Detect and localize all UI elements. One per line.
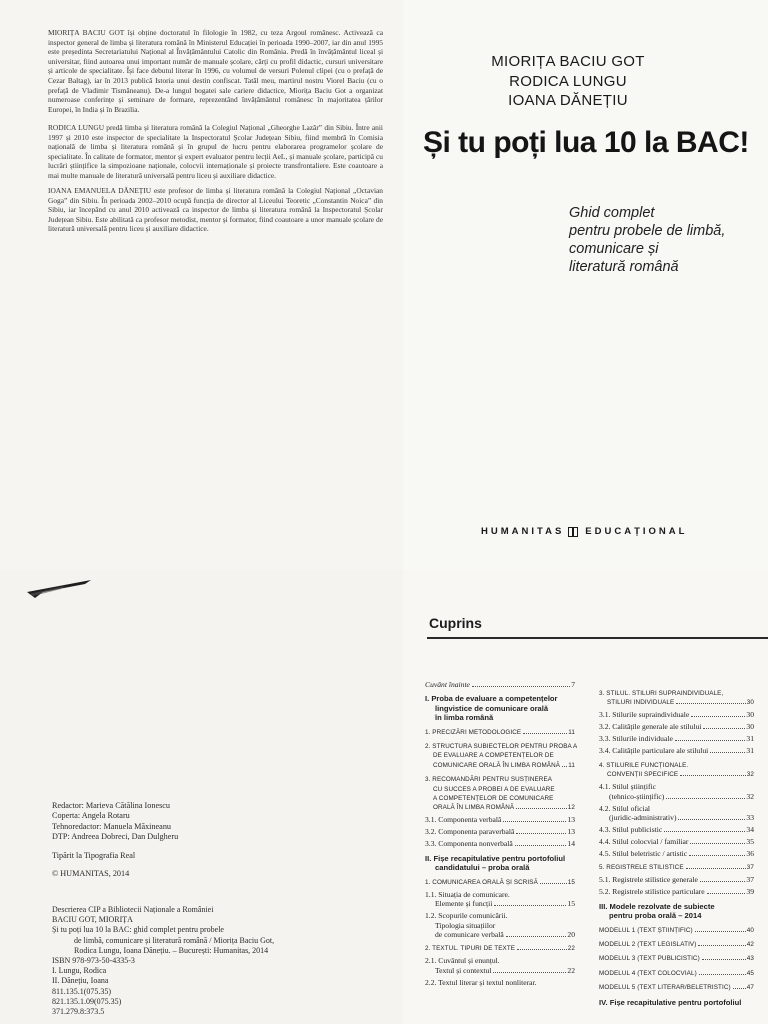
toc-entry-title: 4.2. Stilul oficial	[599, 803, 651, 813]
toc-entry-title: CU SUCCES A PROBEI A DE EVALUARE	[433, 785, 555, 793]
toc-entry-title: ORALĂ ÎN LIMBA ROMÂNĂ	[433, 804, 515, 812]
author-name: RODICA LUNGU	[509, 72, 627, 90]
toc-entry	[425, 728, 575, 737]
toc-entry	[425, 890, 575, 909]
title-page	[403, 0, 768, 570]
toc-entry-title: 3.1. Stilurile supraindividuale	[599, 710, 690, 720]
toc-entry-title: (juridic-administrativ)	[609, 813, 677, 823]
toc-entry-title: pentru proba orală – 2014	[609, 911, 702, 921]
toc-page-number: 13	[567, 827, 575, 837]
toc-entry-title: 1.2. Scopurile comunicării.	[425, 911, 508, 921]
toc-page-number: 39	[746, 887, 754, 897]
toc-page-number: 12	[567, 804, 575, 812]
leader-dots	[680, 775, 746, 776]
toc-entry	[425, 680, 575, 689]
toc-entry	[599, 969, 754, 978]
toc-entry-title: Cuvânt înainte	[425, 680, 470, 689]
leader-dots	[517, 949, 567, 950]
toc-entry-title: 5.1. Registrele stilistice generale	[599, 875, 698, 885]
leader-dots	[503, 821, 566, 822]
toc-entry-title: 4.4. Stilul colocvial / familiar	[599, 837, 689, 847]
toc-entry	[599, 837, 754, 846]
toc-page-number: 33	[746, 813, 754, 823]
toc-page-number: 15	[567, 899, 575, 909]
leader-dots	[675, 740, 746, 741]
leader-dots	[515, 845, 567, 846]
toc-entry-title: 1.1. Situația de comunicare.	[425, 889, 510, 899]
toc-page-number: 14	[567, 839, 575, 849]
toc-page-number: 22	[567, 945, 575, 953]
toc-page-number: 31	[746, 734, 754, 744]
leader-dots	[700, 881, 746, 882]
toc-entry-title: 5. REGISTRELE STILISTICE	[599, 864, 684, 872]
toc-entry-title: Tipologia situațiilor	[435, 920, 496, 930]
toc-entry	[425, 911, 575, 939]
toc-page-number: 13	[567, 815, 575, 825]
scan-smear-icon	[25, 578, 95, 602]
toc-entry-title: I. Proba de evaluare a competențelor	[425, 694, 558, 704]
toc-entry-title: lingvistice de comunicare orală	[435, 703, 549, 713]
toc-entry	[425, 944, 575, 953]
toc-entry-title: 3. RECOMANDĂRI PENTRU SUSȚINEREA	[425, 776, 553, 784]
toc-entry-title: 1. COMUNICAREA ORALĂ ȘI SCRISĂ	[425, 878, 538, 886]
toc-page-number: 30	[746, 722, 754, 732]
toc-entry	[425, 742, 578, 770]
book-subtitle: Ghid complet pentru probele de limbă, comunicare și literatură română	[569, 205, 726, 275]
cip-block: Descrierea CIP a Bibliotecii Naționale a României BACIU GOT, MIORIȚA Și tu poți lua 10 la BAC: ghid complet pentru probele de limbă, comunicare și literatură română / Miorița Baciu Got, Rodica Lungu, Ioana Dănețiu. – București: Humanitas, 2014 ISBN 978-973-50-4335-3 I. Lungu, Rodica II. Dănețiu, Ioana 811.135.1(075.35) 821.135.1.09(075.35) 371.279.8:373.5	[52, 905, 275, 1017]
toc-entry-title: Textul și contextul	[435, 965, 492, 975]
toc-entry-title: MODELUL 2 (TEXT LEGISLATIV)	[599, 941, 697, 949]
leader-dots	[689, 855, 745, 856]
toc-entry	[599, 902, 754, 921]
toc-entry	[599, 761, 754, 780]
toc-entry-title: MODELUL 1 (TEXT ȘTIINȚIFIC)	[599, 926, 693, 934]
toc-entry-title: Elemente și funcții	[435, 899, 493, 909]
leader-dots	[516, 833, 566, 834]
toc-page-number: 37	[746, 875, 754, 885]
toc-entry-title: 4.1. Stilul științific	[599, 782, 656, 792]
publisher-imprint	[481, 526, 687, 537]
leader-dots	[702, 959, 746, 960]
toc-entry-title: 2.2. Textul literar și textul nonliterar.	[425, 977, 537, 987]
toc-entry-title: 2. TEXTUL. TIPURI DE TEXTE	[425, 945, 516, 953]
toc-page-number: 36	[746, 849, 754, 859]
toc-entry	[599, 746, 754, 755]
toc-page-number: 11	[568, 761, 575, 769]
leader-dots	[493, 972, 566, 973]
publisher-series: EDUCAȚIONAL	[585, 526, 688, 537]
toc-entry-title: 3.2. Calitățile generale ale stilului	[599, 722, 702, 732]
contents-column-left	[425, 680, 578, 990]
leader-dots	[523, 733, 567, 734]
toc-entry	[599, 804, 754, 823]
leader-dots	[540, 883, 567, 884]
author-name: IOANA DĂNEȚIU	[508, 92, 628, 109]
toc-page-number: 45	[746, 969, 754, 977]
leader-dots	[695, 931, 746, 932]
toc-entry-title: candidatului – proba orală	[435, 863, 530, 873]
toc-entry	[425, 956, 575, 975]
toc-entry-title: 4. STILURILE FUNCȚIONALE.	[599, 761, 689, 769]
toc-entry	[599, 887, 754, 896]
book-title: Și tu poți lua 10 la BAC!	[423, 126, 749, 159]
toc-entry	[425, 815, 575, 824]
toc-page-number: 20	[567, 929, 575, 939]
leader-dots	[698, 945, 745, 946]
leader-dots	[699, 974, 746, 975]
toc-entry-title: de comunicare verbală	[435, 929, 504, 939]
leader-dots	[678, 819, 745, 820]
toc-entry	[599, 863, 754, 872]
toc-entry	[599, 689, 754, 708]
toc-entry-title: COMUNICARE ORALĂ ÎN LIMBA ROMÂNĂ	[433, 761, 561, 769]
toc-page-number: 11	[568, 728, 575, 736]
toc-entry-title: 4.5. Stilul beletristic / artistic	[599, 849, 688, 859]
toc-entry-title: 5.2. Registrele stilistice particulare	[599, 887, 705, 897]
toc-entry	[425, 775, 575, 813]
toc-entry	[599, 782, 754, 801]
toc-entry-title: A COMPETENȚELOR DE COMUNICARE	[433, 795, 554, 803]
toc-page-number: 7	[571, 680, 575, 689]
toc-page-number: 15	[567, 878, 575, 886]
bio-lungu: RODICA LUNGU predă limba și literatura română la Colegiul Național „Gheorghe Lazăr” din Sibiu. Între anii 1997 și 2010 este inspector de specialitate la Inspectoratul Școlar Județean Sibiu, fiind membră în Comisia națională de limba și literatura română și în grupul de lucru pentru elaborarea programelor școlare de specialitate. În calitate de formator, mentor și expert evaluator pentru lecții AeL, și manuale școlare, participă cu lucrări științifice la simpozioane naționale, colocvii internaționale și proiecte transfrontaliere. Este coautoare a mai multe manuale de literatură universală pentru liceu și auxiliare didactice.	[48, 123, 383, 180]
toc-page-number: 22	[567, 965, 575, 975]
toc-page-number: 31	[746, 746, 754, 756]
toc-page-number: 30	[746, 699, 754, 707]
toc-entry-title: 3.4. Calitățile particulare ale stilului	[599, 746, 709, 756]
leader-dots	[707, 893, 746, 894]
toc-entry-title: 3.1. Componenta verbală	[425, 815, 502, 825]
toc-entry-title: 4.3. Stilul publicistic	[599, 825, 663, 835]
toc-entry	[599, 954, 754, 963]
toc-entry-title: în limba română	[435, 713, 494, 723]
imprint-page	[0, 570, 403, 1024]
toc-entry-title: III. Modele rezolvate de subiecte	[599, 901, 715, 911]
toc-page-number: 34	[746, 825, 754, 835]
toc-entry-title: 3.2. Componenta paraverbală	[425, 827, 515, 837]
toc-entry-title: II. Fișe recapitulative pentru portofoliul	[425, 853, 566, 863]
contents-heading: Cuprins	[429, 615, 482, 631]
toc-entry	[599, 722, 754, 731]
toc-entry	[425, 694, 575, 722]
toc-entry-title: 3.3. Componenta nonverbală	[425, 839, 513, 849]
toc-page-number: 35	[746, 837, 754, 847]
toc-entry-title: DE EVALUARE A COMPETENȚELOR DE	[433, 752, 554, 760]
toc-entry-title: 2.1. Cuvântul și enunțul.	[425, 956, 500, 966]
publisher-logo-icon	[568, 527, 578, 537]
toc-entry	[425, 839, 575, 848]
leader-dots	[676, 703, 745, 704]
author-list	[453, 52, 683, 111]
leader-dots	[690, 843, 745, 844]
toc-entry-title: IV. Fișe recapitulative pentru portofoliul	[599, 997, 742, 1007]
toc-entry	[425, 978, 575, 987]
publisher-name: HUMANITAS	[481, 526, 565, 537]
toc-entry	[599, 940, 754, 949]
leader-dots	[666, 798, 745, 799]
leader-dots	[733, 988, 746, 989]
author-bios-page	[0, 0, 403, 570]
toc-entry-title: STILURI INDIVIDUALE	[607, 699, 675, 707]
bio-baciu-got: MIORIȚA BACIU GOT își obține doctoratul în filologie în 1982, cu teza Argoul românesc. Activează ca inspector general de limba și literatura română în Ministerul Educației în perioada 1990–2007, iar din anul 1995 este președinta Secretariatului Național al Învățământului Catolic din România. Predă în învățământul liceal și universitar, fiind autoarea unui important număr de manuale școlare, cărți cu profil didactic, cursuri universitare și articole de specialitate. Își face debutul literar în 1996, cu volumul de versuri Polenul clipei (cu o prefață de Cezar Baltag), iar în 2013 publică Istoria unui destin confiscat. Tatăl meu, martirul nostru Viorel Baciu (cu o prefață de Vladimir Tismăneanu). De-a lungul bogatei sale cariere didactice, Miorița Baciu Got a organizat numeroase conferințe și seminare de formare, reprezentând învățământul românesc în majoritatea țărilor Europei, în India și în Brazilia.	[48, 28, 383, 114]
toc-entry	[425, 827, 575, 836]
contents-page	[403, 570, 768, 1024]
leader-dots	[710, 752, 745, 753]
toc-page-number: 30	[746, 710, 754, 720]
toc-entry	[599, 983, 754, 992]
toc-entry	[599, 998, 754, 1007]
toc-entry-title: MODELUL 4 (TEXT COLOCVIAL)	[599, 969, 697, 977]
leader-dots	[562, 766, 567, 767]
author-name: MIORIȚA BACIU GOT	[491, 53, 645, 70]
bio-danetiu: IOANA EMANUELA DĂNEȚIU este profesor de limba și literatura română la Colegiul Național „Octavian Goga” din Sibiu. În perioada 2002–2010 ocupă funcția de director al Liceului Teoretic „Constantin Noica” din Sibiu, iar începând cu anul 2010 activează ca inspector de limba și literatura română la Inspectoratul Școlar Județean Sibiu. Este abilitată ca profesor metodist, mentor și formator, fiind coautoare a unor manuale școlare de literatură universală pentru liceu și auxiliare didactice.	[48, 186, 383, 234]
toc-entry	[599, 825, 754, 834]
toc-page-number: 47	[746, 984, 754, 992]
toc-page-number: 32	[746, 791, 754, 801]
credits-block: Redactor: Marieva Cătălina Ionescu Coperta: Angela Rotaru Tehnoredactor: Manuela Măxineanu DTP: Andreea Dobreci, Dan Dulgheru Tipărit la Tipografia Real © HUMANITAS, 2014	[52, 801, 179, 879]
toc-entry-title: 2. STRUCTURA SUBIECTELOR PENTRU PROBA A	[425, 743, 578, 751]
toc-page-number: 40	[746, 926, 754, 934]
toc-entry-title: 1. PRECIZĂRI METODOLOGICE	[425, 728, 522, 736]
toc-page-number: 42	[746, 941, 754, 949]
toc-entry	[599, 875, 754, 884]
toc-page-number: 43	[746, 955, 754, 963]
heading-rule	[427, 637, 768, 639]
toc-entry-title: CONVENȚII SPECIFICE	[607, 771, 679, 779]
leader-dots	[494, 905, 566, 906]
toc-entry-title: 3.3. Stilurile individuale	[599, 734, 673, 744]
leader-dots	[506, 936, 567, 937]
toc-page-number: 32	[746, 771, 754, 779]
toc-entry	[425, 878, 575, 887]
toc-entry	[599, 849, 754, 858]
leader-dots	[686, 868, 746, 869]
toc-page-number: 37	[746, 864, 754, 872]
leader-dots	[472, 686, 570, 687]
toc-entry	[425, 854, 575, 873]
toc-entry	[599, 926, 754, 935]
toc-entry-title: MODELUL 3 (TEXT PUBLICISTIC)	[599, 955, 700, 963]
leader-dots	[691, 716, 745, 717]
leader-dots	[516, 808, 567, 809]
leader-dots	[703, 728, 745, 729]
toc-entry	[599, 710, 754, 719]
toc-entry-title: MODELUL 5 (TEXT LITERAR/BELETRISTIC)	[599, 984, 731, 992]
leader-dots	[664, 831, 745, 832]
toc-entry-title: (tehnico-științific)	[609, 791, 665, 801]
toc-entry	[599, 734, 754, 743]
contents-column-right	[599, 684, 754, 1010]
toc-entry-title: 3. STILUL. STILURI SUPRAINDIVIDUALE,	[599, 690, 724, 697]
